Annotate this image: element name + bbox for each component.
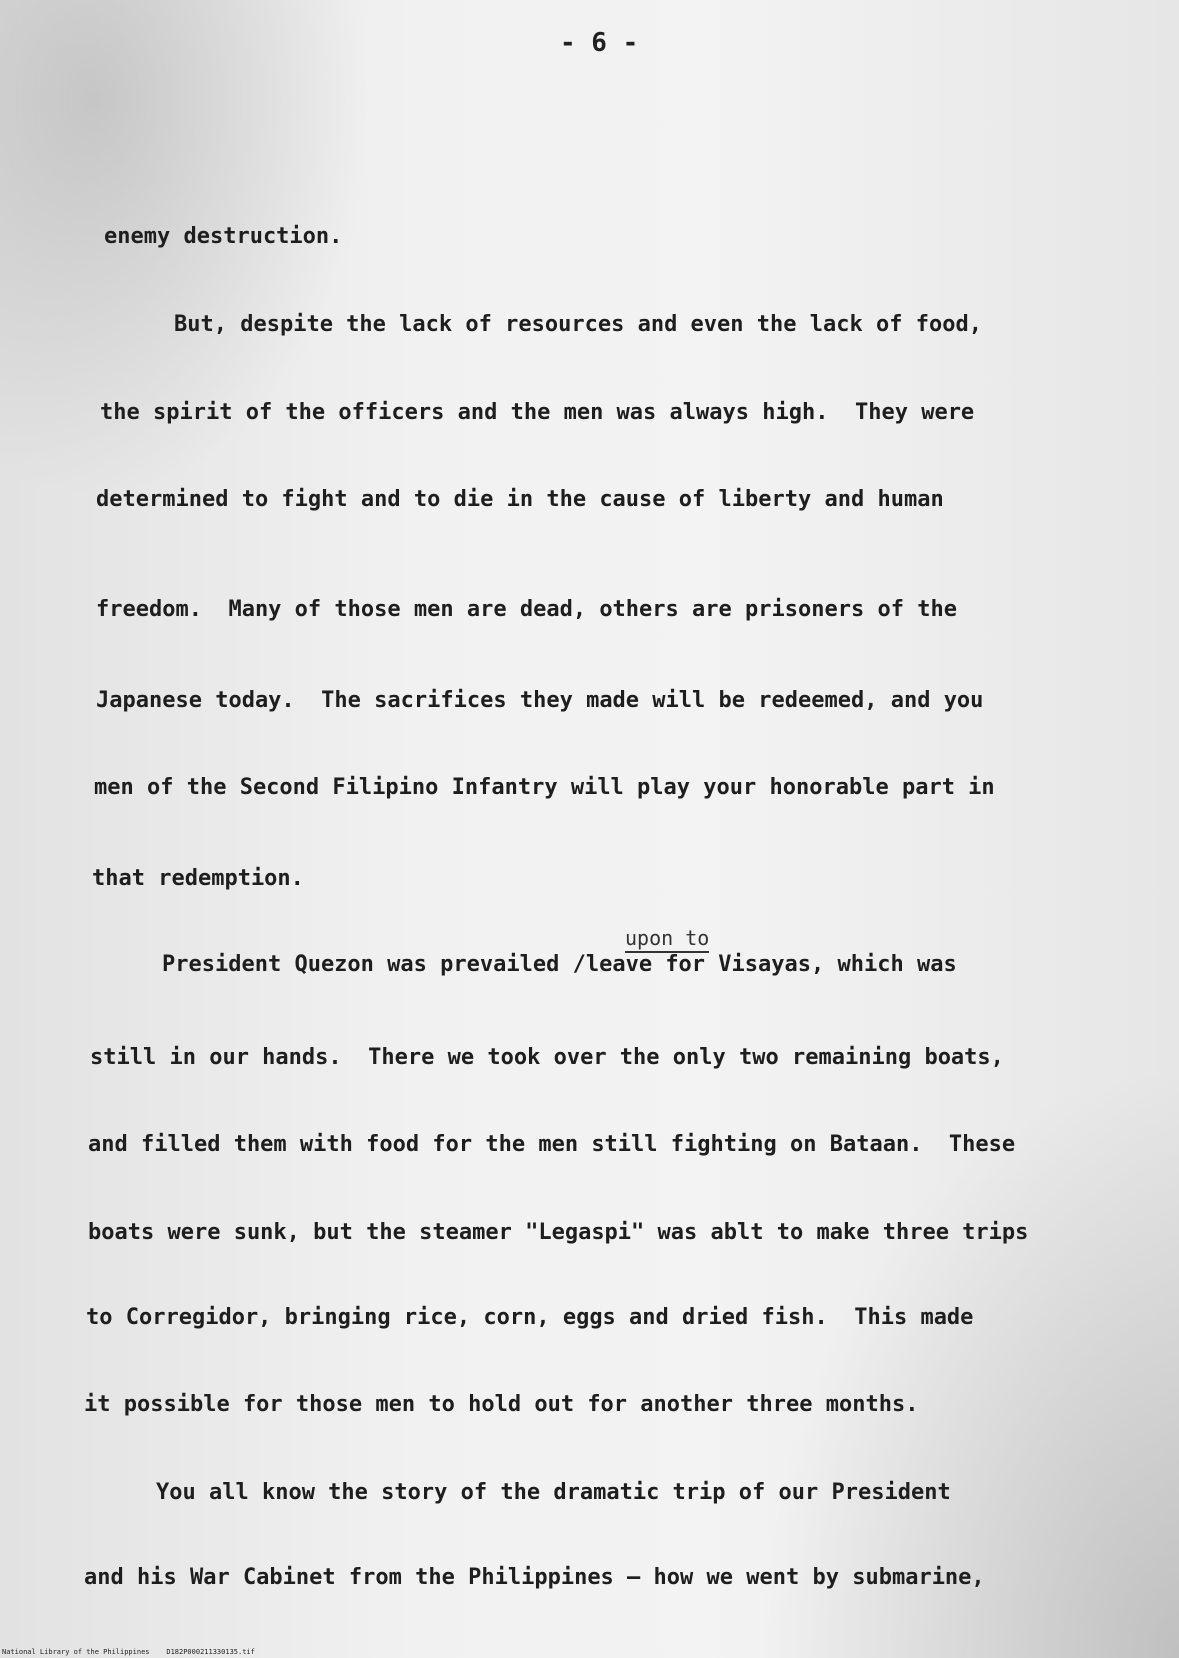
text-line: You all know the story of the dramatic trip of our President <box>156 1480 951 1505</box>
text-line: the spirit of the officers and the men was always high. They were <box>100 400 975 425</box>
text-line: that redemption. <box>92 866 304 891</box>
text-line: But, despite the lack of resources and even the lack of food, <box>174 312 982 337</box>
handwritten-insertion: upon to <box>625 926 709 953</box>
text-line: and his War Cabinet from the Philippines — how we went by submarine, <box>84 1565 985 1590</box>
text-line: men of the Second Filipino Infantry will play your honorable part in <box>94 775 995 800</box>
text-line: Japanese today. The sacrifices they made will be redeemed, and you <box>96 688 984 713</box>
text-line: determined to fight and to die in the cause of liberty and human <box>96 487 944 512</box>
text-line: and filled them with food for the men still fighting on Bataan. These <box>88 1132 1016 1157</box>
text-line: boats were sunk, but the steamer "Legaspi" was ablt to make three trips <box>88 1220 1029 1245</box>
archive-footer: National Library of the Philippines D182P000211330135.tif <box>2 1648 255 1656</box>
text-line: it possible for those men to hold out for another three months. <box>84 1392 919 1417</box>
page-number: - 6 - <box>560 28 639 58</box>
text-line: still in our hands. There we took over the only two remaining boats, <box>90 1045 1004 1070</box>
text-line: to Corregidor, bringing rice, corn, eggs and dried fish. This made <box>86 1305 974 1330</box>
text-line: President Quezon was prevailed /leave for Visayas, which was <box>162 952 957 977</box>
text-line: freedom. Many of those men are dead, others are prisoners of the <box>96 597 957 622</box>
text-line: enemy destruction. <box>104 224 343 249</box>
